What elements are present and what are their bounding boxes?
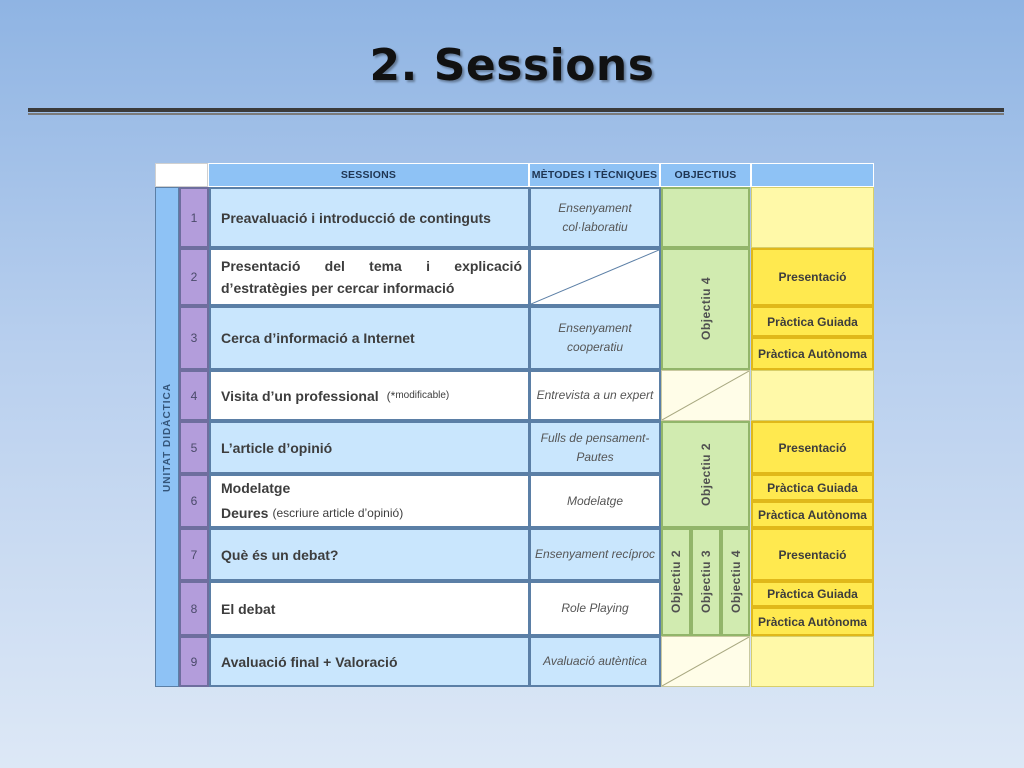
- phase-autonomous-b: Pràctica Autònoma: [751, 501, 874, 528]
- phase-row-4-empty: [751, 370, 874, 421]
- objective-c-3-label: Objectiu 4: [728, 550, 743, 614]
- row-1-session: Preavaluació i introducció de continguts: [209, 187, 530, 248]
- row-8-session: El debat: [209, 581, 530, 636]
- header-sessions: SESSIONS: [208, 163, 529, 187]
- row-7-method: Ensenyament recíproc: [529, 528, 661, 581]
- row-2-number: 2: [179, 248, 209, 306]
- objective-block-c-2: [691, 528, 721, 636]
- unit-label: UNITAT DIDÀCTICA: [161, 382, 173, 492]
- row-2-session-text: Presentació del tema i explicació d’estratègies per cercar informació: [221, 258, 522, 296]
- row-6-number: 6: [179, 474, 209, 528]
- phase-guided-b: Pràctica Guiada: [751, 474, 874, 501]
- row-6-method: Modelatge: [529, 474, 661, 528]
- objective-c-2-label: Objectiu 3: [699, 550, 713, 614]
- row-5-method: Fulls de pensament- Pautes: [529, 421, 661, 474]
- row-1-number: 1: [179, 187, 209, 248]
- row-3-number: 3: [179, 306, 209, 370]
- phase-presentation-b: Presentació: [751, 421, 874, 474]
- row-2-method-empty: [529, 248, 661, 306]
- row-9-session: Avaluació final + Valoració: [209, 636, 530, 687]
- row-5-session: L’article d’opinió: [209, 421, 530, 474]
- objective-block-c-3: [721, 528, 750, 636]
- phase-autonomous-c: Pràctica Autònoma: [751, 607, 874, 636]
- objective-row-4-empty: [661, 370, 750, 421]
- header-objectives: OBJECTIUS: [660, 163, 751, 187]
- row-4-session-text: Visita d’un professional: [221, 387, 379, 404]
- phase-row-1-empty: [751, 187, 874, 248]
- phase-presentation-c: Presentació: [751, 528, 874, 581]
- unit-column: [155, 187, 179, 687]
- row-8-number: 8: [179, 581, 209, 636]
- slide-title: 2. Sessions: [369, 40, 655, 91]
- row-1-method: Ensenyament col·laboratiu: [529, 187, 661, 248]
- row-7-session: Què és un debat?: [209, 528, 530, 581]
- objective-row-9-empty: [661, 636, 750, 687]
- header-phases: [751, 163, 874, 187]
- objective-c-1-label: Objectiu 2: [669, 550, 683, 614]
- phase-guided-c: Pràctica Guiada: [751, 581, 874, 607]
- header-methods: MÈTODES I TÈCNIQUES: [529, 163, 660, 187]
- objective-block-c-1: [661, 528, 691, 636]
- row-9-method: Avaluació autèntica: [529, 636, 661, 687]
- row-7-number: 7: [179, 528, 209, 581]
- row-5-number: 5: [179, 421, 209, 474]
- row-4-method: Entrevista a un expert: [529, 370, 661, 421]
- row-6-session-b: [209, 500, 530, 528]
- row-6-session-b-text: Deures: [221, 505, 269, 521]
- objective-2-label: Objectiu 2: [698, 442, 713, 506]
- row-3-session: Cerca d’informació a Internet: [209, 306, 530, 370]
- phase-presentation-a: Presentació: [751, 248, 874, 306]
- row-3-method: Ensenyament cooperatiu: [529, 306, 661, 370]
- row-2-session: [209, 248, 530, 306]
- phase-row-9-empty: [751, 636, 874, 687]
- row-6-session-b-note: (escriure article d’opinió): [272, 506, 404, 520]
- row-4-number: 4: [179, 370, 209, 421]
- title-underline: [28, 108, 1004, 112]
- title-underline-shadow: [28, 113, 1004, 115]
- row-4-session-note: modificable): [395, 390, 450, 401]
- phase-autonomous-a: Pràctica Autònoma: [751, 337, 874, 370]
- objective-block-4: [661, 248, 750, 370]
- row-8-method: Role Playing: [529, 581, 661, 636]
- row-6-session-a: Modelatge: [209, 474, 530, 501]
- phase-guided-a: Pràctica Guiada: [751, 306, 874, 337]
- objective-row-1: [661, 187, 750, 248]
- row-9-number: 9: [179, 636, 209, 687]
- row-4-session: [209, 370, 530, 421]
- header-corner: [155, 163, 208, 187]
- objective-block-2: [661, 421, 750, 528]
- row-4-session-star: (*: [386, 388, 396, 403]
- objective-4-label: Objectiu 4: [698, 277, 713, 341]
